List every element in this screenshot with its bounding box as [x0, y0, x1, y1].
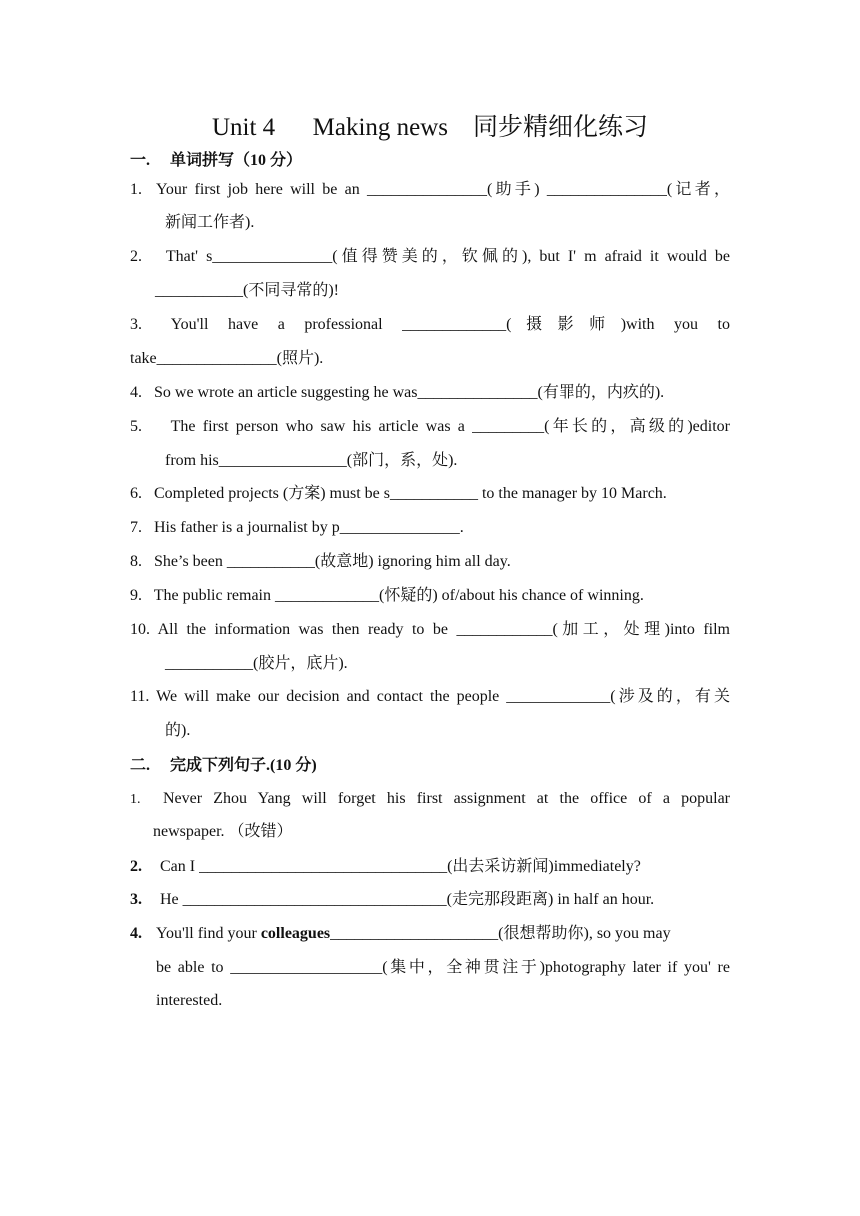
q3-line-2: take_______________(照片). [130, 350, 324, 367]
s2-q4-line-3: interested. [156, 992, 223, 1009]
q10-line-1: 10. All the information was then ready to be ____________(加工，处理)into film [130, 621, 730, 638]
q9-line: 9. The public remain _____________(怀疑的) of/about his chance of winning. [130, 587, 644, 604]
s2-q2-text: Can I _______________________________(出去采访新闻)immediately? [160, 858, 641, 875]
q8-line: 8. She’s been ___________(故意地) ignoring him all day. [130, 553, 511, 570]
q10-line-2: ___________(胶片，底片). [165, 655, 348, 672]
s2-q4-number: 4. [130, 925, 142, 942]
s2-q1-line-1: Never Zhou Yang will forget his first assignment at the office of a popular [163, 790, 730, 807]
s2-q4-pre: You'll find your [156, 925, 261, 942]
s2-q3-text: He _________________________________(走完那段距离) in half an hour. [160, 891, 655, 908]
q2-line-2: ___________(不同寻常的)! [155, 282, 339, 299]
page-title: Unit 4 Making news 同步精细化练习 [211, 114, 649, 141]
s2-q1-line-2: newspaper. （改错） [153, 823, 293, 840]
section-2-heading: 二. 完成下列句子.(10 分) [130, 757, 317, 774]
q3-line-1: 3. You'll have a professional _____________( 摄 影 师 )with you to [130, 316, 730, 333]
s2-q3-number: 3. [130, 891, 142, 908]
q1-line-1: 1. Your first job here will be an _______________(助手) _______________(记者， [130, 181, 730, 198]
q6-line: 6. Completed projects (方案) must be s___________ to the manager by 10 March. [130, 485, 667, 502]
q4-line: 4. So we wrote an article suggesting he was_______________(有罪的，内疚的). [130, 384, 665, 401]
q5-line-1: 5. The first person who saw his article was a _________(年长的，高级的)editor [130, 418, 730, 435]
s2-q4-post: _____________________(很想帮助你), so you may [330, 925, 671, 942]
q1-line-2: 新闻工作者). [165, 214, 255, 231]
q5-line-2: from his________________(部门，系，处). [165, 452, 458, 469]
q2-line-1: 2. That' s_______________(值得赞美的，钦佩的), but I' m afraid it would be [130, 248, 730, 265]
q11-line-2: 的). [165, 722, 191, 739]
section-1-heading: 一. 单词拼写（10 分） [130, 152, 303, 169]
q11-line-1: 11. We will make our decision and contact the people _____________(涉及的，有关 [130, 688, 730, 705]
s2-q2-number: 2. [130, 858, 142, 875]
q7-line: 7. His father is a journalist by p_______________. [130, 519, 464, 536]
s2-q4-line-2: be able to ___________________(集中，全神贯注于)photography later if you' re [156, 959, 730, 976]
s2-q4-line-1 [156, 923, 671, 945]
s2-q4-bold-word: colleagues [260, 925, 331, 942]
s2-q1-number: 1. [130, 792, 141, 807]
